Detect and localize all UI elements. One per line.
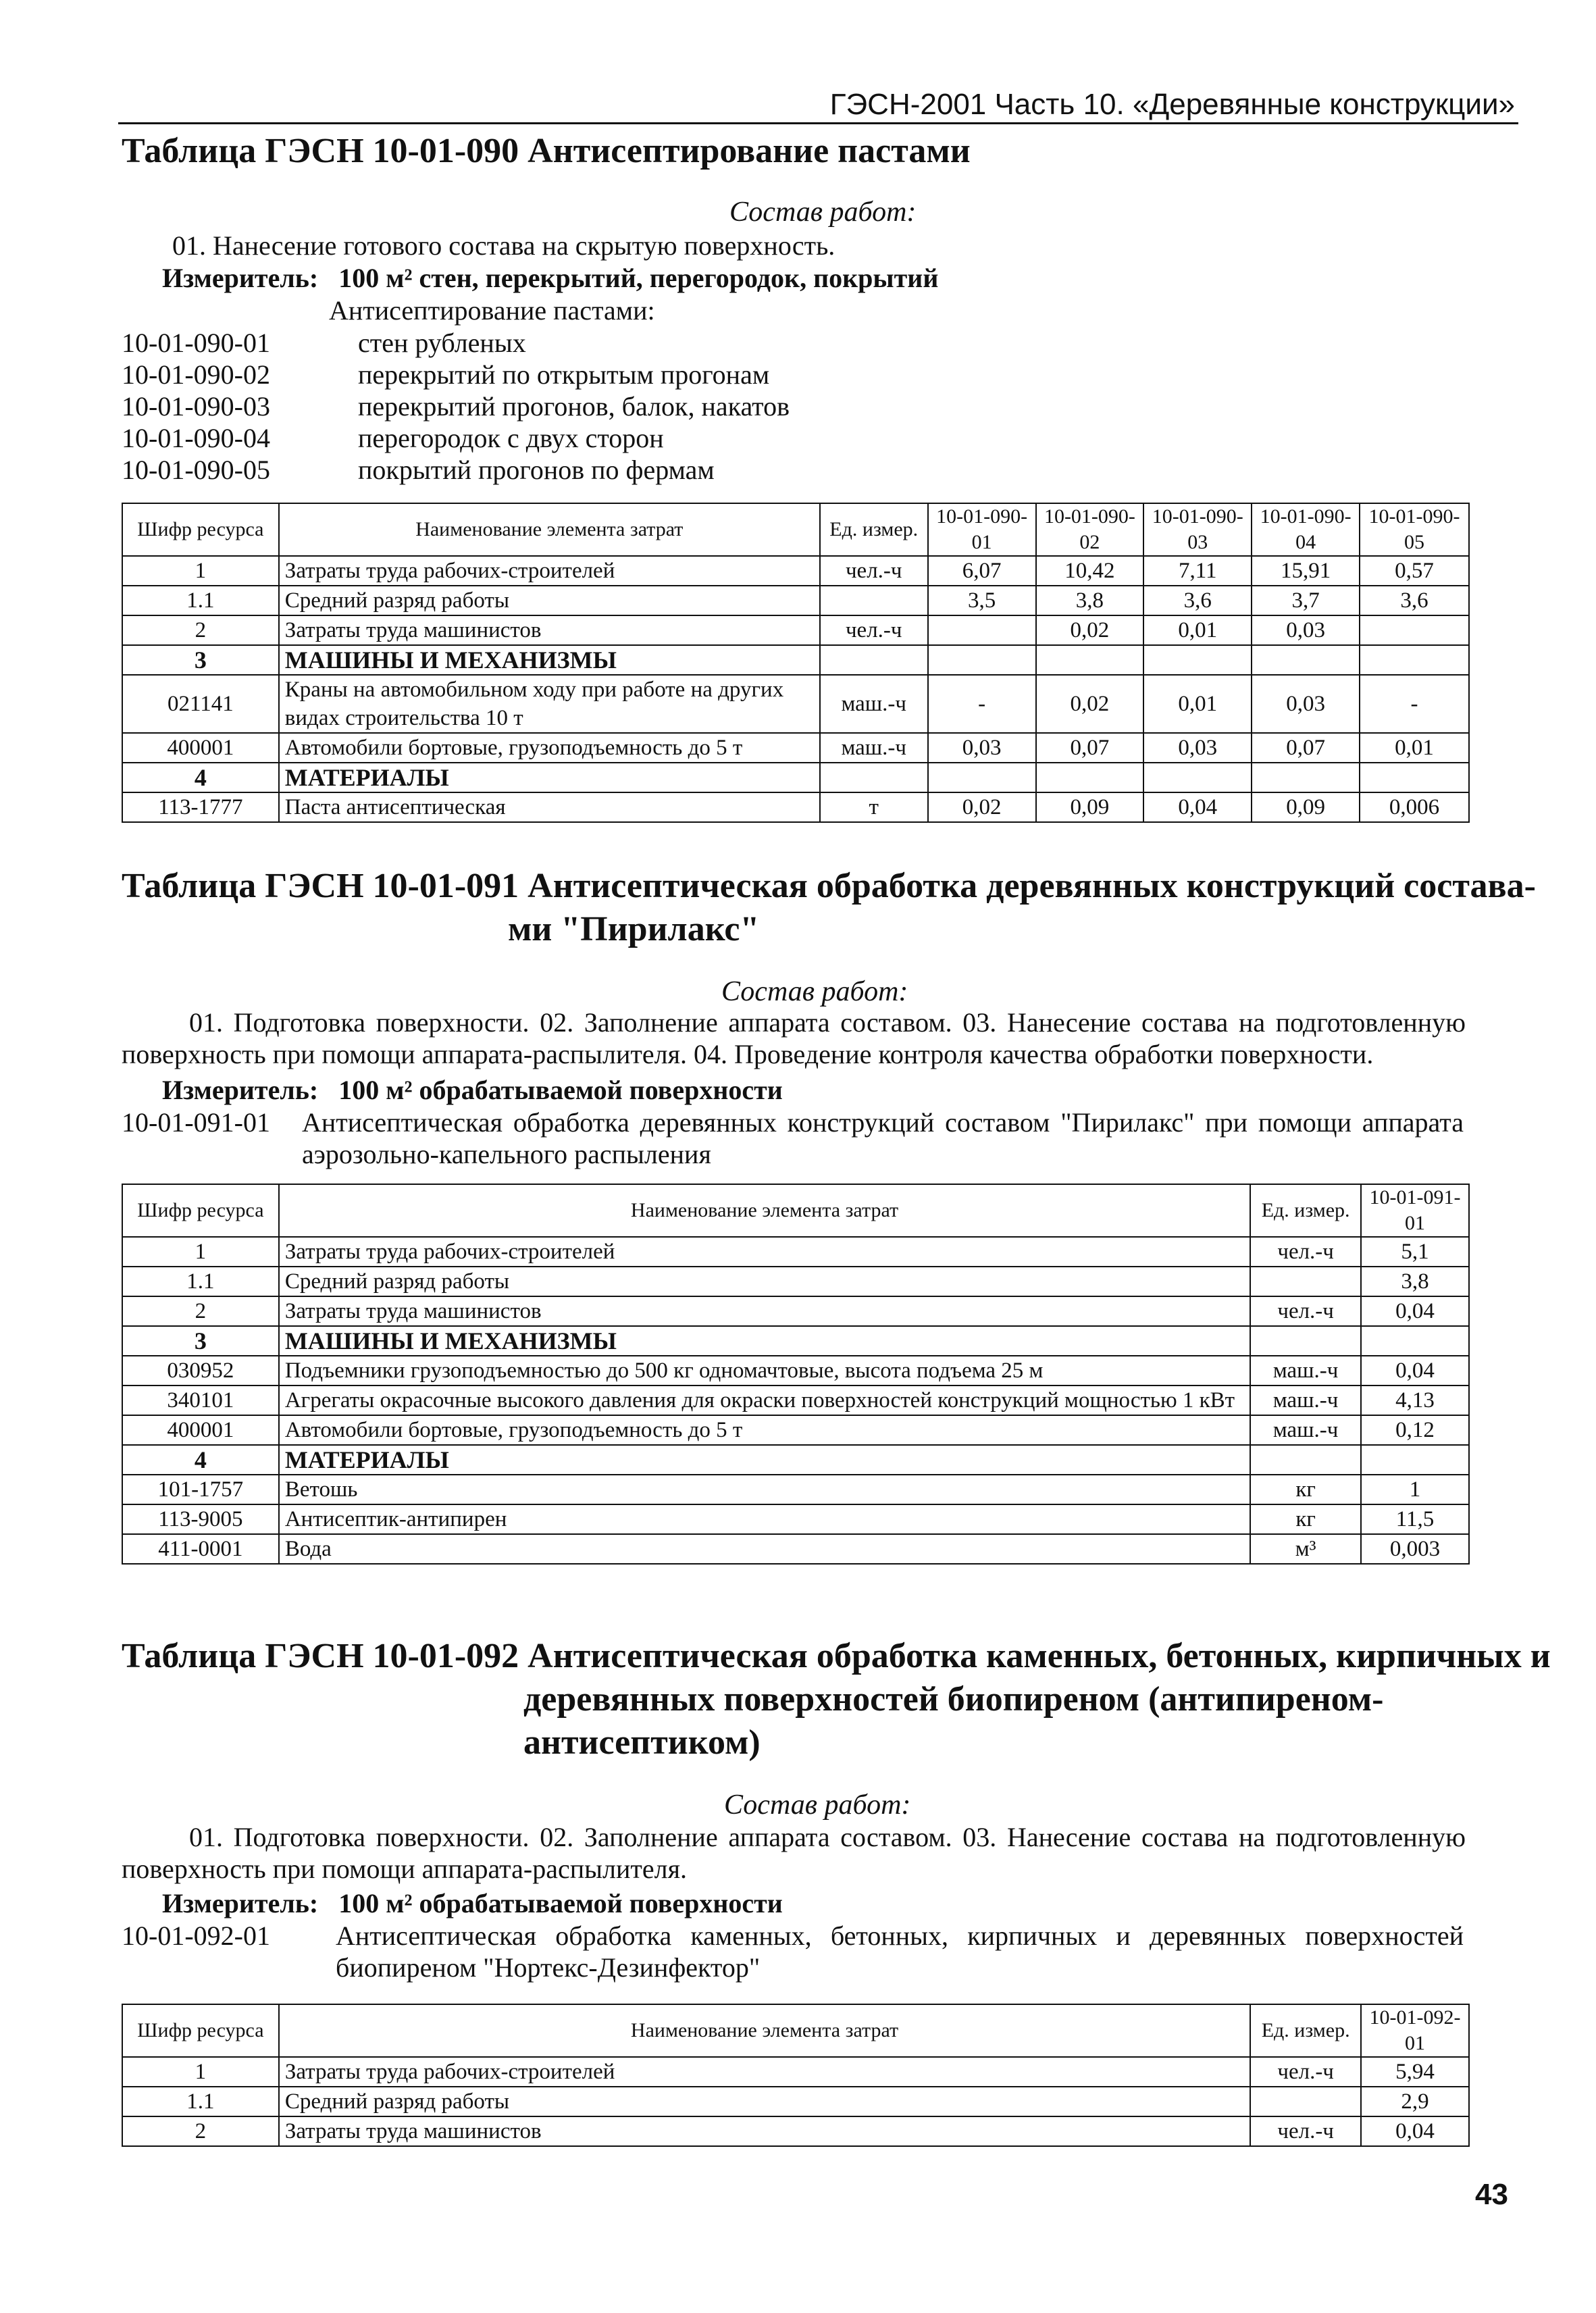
table-section-row bbox=[122, 763, 1469, 792]
code-desc: перекрытий по открытым прогонам bbox=[358, 359, 770, 390]
table-header-row bbox=[122, 2004, 1469, 2057]
col-header: 10-01-091-01 bbox=[1361, 1184, 1469, 1237]
table-row bbox=[122, 615, 1469, 645]
col-header: 10-01-092-01 bbox=[1361, 2004, 1469, 2057]
cell: 0,57 bbox=[1360, 556, 1469, 586]
cell: - bbox=[1360, 675, 1469, 733]
table-row bbox=[122, 2057, 1469, 2087]
cell: 3,6 bbox=[1360, 586, 1469, 615]
cell: 400001 bbox=[122, 1415, 279, 1445]
cell: 2 bbox=[122, 1296, 279, 1326]
table-090 bbox=[122, 503, 1470, 823]
cell: 0,03 bbox=[1252, 675, 1360, 733]
cell: 15,91 bbox=[1252, 556, 1360, 586]
table-092-work: 01. Подготовка поверхности. 02. Заполнение аппарата составом. 03. Нанесение состава на подготовленную поверхность при помощи аппарата-распылителя. bbox=[122, 1822, 1466, 1884]
cell: Средний разряд работы bbox=[279, 586, 820, 615]
table-section-row bbox=[122, 1326, 1469, 1356]
cell: Средний разряд работы bbox=[279, 2087, 1250, 2116]
code-row bbox=[122, 422, 790, 454]
table-090-group-label: Антисептирование пастами: bbox=[329, 295, 655, 326]
cell: 0,02 bbox=[1036, 615, 1144, 645]
code: 10-01-090-02 bbox=[122, 359, 270, 390]
cell: 0,03 bbox=[1252, 615, 1360, 645]
code: 10-01-090-03 bbox=[122, 391, 270, 422]
table-092 bbox=[122, 2004, 1470, 2147]
cell: 1 bbox=[1361, 1475, 1469, 1504]
cell: 3 bbox=[122, 1326, 279, 1356]
cell bbox=[820, 586, 928, 615]
code-desc: стен рубленых bbox=[358, 328, 526, 358]
meter-label: Измеритель: bbox=[162, 1075, 319, 1105]
cell: кг bbox=[1250, 1475, 1361, 1504]
cell: 1.1 bbox=[122, 1267, 279, 1296]
cell: 2 bbox=[122, 2116, 279, 2146]
table-row bbox=[122, 586, 1469, 615]
col-header: Шифр ресурса bbox=[122, 2004, 279, 2057]
meter-label: Измеритель: bbox=[162, 1888, 319, 1918]
cell bbox=[928, 615, 1036, 645]
cell: 0,01 bbox=[1360, 733, 1469, 763]
cell: 1 bbox=[122, 556, 279, 586]
cell: чел.-ч bbox=[820, 556, 928, 586]
cell: 113-1777 bbox=[122, 792, 279, 822]
section-label: МАТЕРИАЛЫ bbox=[279, 1445, 1250, 1475]
cell: 11,5 bbox=[1361, 1504, 1469, 1534]
table-091-code: 10-01-091-01 bbox=[122, 1107, 270, 1138]
table-row bbox=[122, 1534, 1469, 1564]
cell: 4,13 bbox=[1361, 1386, 1469, 1415]
cell: 113-9005 bbox=[122, 1504, 279, 1534]
cell: 0,04 bbox=[1361, 1296, 1469, 1326]
table-row bbox=[122, 2116, 1469, 2146]
table-090-sostav-label: Состав работ: bbox=[729, 197, 917, 228]
table-header-row bbox=[122, 1184, 1469, 1237]
code-row bbox=[122, 327, 790, 359]
cell: Затраты труда рабочих-строителей bbox=[279, 2057, 1250, 2087]
cell: 1.1 bbox=[122, 586, 279, 615]
table-row bbox=[122, 1267, 1469, 1296]
table-row bbox=[122, 1386, 1469, 1415]
table-090-title: Таблица ГЭСН 10-01-090 Антисептирование пастами bbox=[122, 132, 971, 170]
col-header: Наименование элемента затрат bbox=[279, 503, 820, 556]
cell: 3 bbox=[122, 645, 279, 675]
cell: Ветошь bbox=[279, 1475, 1250, 1504]
cell: 0,02 bbox=[928, 792, 1036, 822]
cell: Затраты труда машинистов bbox=[279, 1296, 1250, 1326]
meter-value: 100 м² стен, перекрытий, перегородок, покрытий bbox=[338, 263, 939, 293]
cell: 101-1757 bbox=[122, 1475, 279, 1504]
table-row bbox=[122, 1415, 1469, 1445]
cell: 4 bbox=[122, 1445, 279, 1475]
col-header: 10-01-090-02 bbox=[1036, 503, 1144, 556]
cell: чел.-ч bbox=[1250, 2057, 1361, 2087]
cell: 0,006 bbox=[1360, 792, 1469, 822]
cell: 400001 bbox=[122, 733, 279, 763]
section-label: МАШИНЫ И МЕХАНИЗМЫ bbox=[279, 645, 820, 675]
header-rule bbox=[118, 122, 1518, 124]
cell: 030952 bbox=[122, 1356, 279, 1386]
col-header: 10-01-090-04 bbox=[1252, 503, 1360, 556]
cell: 3,6 bbox=[1143, 586, 1252, 615]
meter-value: 100 м² обрабатываемой поверхности bbox=[338, 1888, 783, 1918]
code-desc: покрытий прогонов по фермам bbox=[358, 455, 715, 485]
cell: 5,1 bbox=[1361, 1237, 1469, 1267]
table-091-work: 01. Подготовка поверхности. 02. Заполнение аппарата составом. 03. Нанесение состава на подготовленную поверхность при помощи аппарата-распылителя. 04. Проведение контроля качества обработки поверхности. bbox=[122, 1007, 1466, 1069]
cell: Затраты труда рабочих-строителей bbox=[279, 1237, 1250, 1267]
code: 10-01-090-04 bbox=[122, 423, 270, 453]
cell: Затраты труда машинистов bbox=[279, 2116, 1250, 2146]
code-desc: перекрытий прогонов, балок, накатов bbox=[358, 391, 790, 422]
table-092-code: 10-01-092-01 bbox=[122, 1921, 270, 1951]
meter-label: Измеритель: bbox=[162, 263, 319, 293]
cell: 1.1 bbox=[122, 2087, 279, 2116]
code-row bbox=[122, 390, 790, 422]
table-091-sostav-label: Состав работ: bbox=[721, 976, 908, 1007]
cell: т bbox=[820, 792, 928, 822]
cell: Краны на автомобильном ходу при работе на других видах строительства 10 т bbox=[279, 675, 820, 733]
cell: маш.-ч bbox=[1250, 1356, 1361, 1386]
cell: Антисептик-антипирен bbox=[279, 1504, 1250, 1534]
table-row bbox=[122, 792, 1469, 822]
cell: Вода bbox=[279, 1534, 1250, 1564]
cell: чел.-ч bbox=[1250, 1296, 1361, 1326]
table-092-title-line3: антисептиком) bbox=[523, 1723, 761, 1762]
cell: 0,04 bbox=[1361, 2116, 1469, 2146]
cell: Затраты труда машинистов bbox=[279, 615, 820, 645]
cell: 340101 bbox=[122, 1386, 279, 1415]
cell: 5,94 bbox=[1361, 2057, 1469, 2087]
cell: 0,01 bbox=[1143, 615, 1252, 645]
page-number: 43 bbox=[1475, 2178, 1508, 2211]
table-091 bbox=[122, 1184, 1470, 1565]
table-092-title-line1: Таблица ГЭСН 10-01-092 Антисептическая обработка каменных, бетонных, кирпичных и bbox=[122, 1637, 1551, 1675]
cell: - bbox=[928, 675, 1036, 733]
cell: 2,9 bbox=[1361, 2087, 1469, 2116]
cell: 0,01 bbox=[1143, 675, 1252, 733]
cell: 0,04 bbox=[1143, 792, 1252, 822]
cell: кг bbox=[1250, 1504, 1361, 1534]
cell: 10,42 bbox=[1036, 556, 1144, 586]
cell: 0,07 bbox=[1252, 733, 1360, 763]
table-091-code-desc: Антисептическая обработка деревянных конструкций составом "Пирилакс" при помощи аппарата аэрозольно-капельного распыления bbox=[302, 1107, 1464, 1169]
cell: 411-0001 bbox=[122, 1534, 279, 1564]
cell bbox=[1360, 615, 1469, 645]
cell: чел.-ч bbox=[1250, 1237, 1361, 1267]
cell: 0,03 bbox=[928, 733, 1036, 763]
cell: 0,12 bbox=[1361, 1415, 1469, 1445]
table-section-row bbox=[122, 645, 1469, 675]
col-header: 10-01-090-05 bbox=[1360, 503, 1469, 556]
table-header-row bbox=[122, 503, 1469, 556]
cell: 6,07 bbox=[928, 556, 1036, 586]
cell: 3,8 bbox=[1361, 1267, 1469, 1296]
table-row bbox=[122, 1504, 1469, 1534]
cell: 2 bbox=[122, 615, 279, 645]
col-header: Шифр ресурса bbox=[122, 503, 279, 556]
table-090-code-list bbox=[122, 327, 790, 486]
table-091-title-line2: ми "Пирилакс" bbox=[508, 910, 760, 948]
cell: Подъемники грузоподъемностью до 500 кг одномачтовые, высота подъема 25 м bbox=[279, 1356, 1250, 1386]
cell: маш.-ч bbox=[820, 733, 928, 763]
table-row bbox=[122, 2087, 1469, 2116]
col-header: 10-01-090-01 bbox=[928, 503, 1036, 556]
cell: м³ bbox=[1250, 1534, 1361, 1564]
col-header: Ед. измер. bbox=[1250, 1184, 1361, 1237]
table-row bbox=[122, 1237, 1469, 1267]
cell: 021141 bbox=[122, 675, 279, 733]
table-090-meter bbox=[162, 262, 938, 294]
col-header: Наименование элемента затрат bbox=[279, 1184, 1250, 1237]
col-header: Наименование элемента затрат bbox=[279, 2004, 1250, 2057]
table-row bbox=[122, 1475, 1469, 1504]
running-header: ГЭСН-2001 Часть 10. «Деревянные конструкции» bbox=[829, 88, 1515, 121]
code-row bbox=[122, 359, 790, 390]
col-header: 10-01-090-03 bbox=[1143, 503, 1252, 556]
code-desc: перегородок с двух сторон bbox=[358, 423, 664, 453]
cell: 7,11 bbox=[1143, 556, 1252, 586]
cell: 0,09 bbox=[1036, 792, 1144, 822]
cell: чел.-ч bbox=[1250, 2116, 1361, 2146]
cell: 3,8 bbox=[1036, 586, 1144, 615]
table-row bbox=[122, 675, 1469, 733]
cell: Паста антисептическая bbox=[279, 792, 820, 822]
code: 10-01-090-05 bbox=[122, 455, 270, 485]
code: 10-01-090-01 bbox=[122, 328, 270, 358]
cell: Автомобили бортовые, грузоподъемность до 5 т bbox=[279, 1415, 1250, 1445]
cell bbox=[1250, 2087, 1361, 2116]
col-header: Шифр ресурса bbox=[122, 1184, 279, 1237]
table-090-work: 01. Нанесение готового состава на скрытую поверхность. bbox=[172, 230, 835, 261]
cell: маш.-ч bbox=[1250, 1386, 1361, 1415]
table-092-meter bbox=[162, 1887, 783, 1919]
cell: Затраты труда рабочих-строителей bbox=[279, 556, 820, 586]
cell: 1 bbox=[122, 2057, 279, 2087]
cell: чел.-ч bbox=[820, 615, 928, 645]
col-header: Ед. измер. bbox=[820, 503, 928, 556]
cell: 0,04 bbox=[1361, 1356, 1469, 1386]
table-row bbox=[122, 733, 1469, 763]
cell: 0,003 bbox=[1361, 1534, 1469, 1564]
section-label: МАТЕРИАЛЫ bbox=[279, 763, 820, 792]
meter-value: 100 м² обрабатываемой поверхности bbox=[338, 1075, 783, 1105]
cell: Агрегаты окрасочные высокого давления для окраски поверхностей конструкций мощностью 1 кВт bbox=[279, 1386, 1250, 1415]
cell: маш.-ч bbox=[1250, 1415, 1361, 1445]
table-092-sostav-label: Состав работ: bbox=[724, 1789, 911, 1821]
table-092-title-line2: деревянных поверхностей биопиреном (антипиреном- bbox=[523, 1680, 1384, 1719]
cell: 4 bbox=[122, 763, 279, 792]
table-092-code-desc: Антисептическая обработка каменных, бетонных, кирпичных и деревянных поверхностей биопиреном "Нортекс-Дезинфектор" bbox=[336, 1921, 1464, 1983]
cell: Автомобили бортовые, грузоподъемность до 5 т bbox=[279, 733, 820, 763]
cell bbox=[1250, 1267, 1361, 1296]
cell: 3,7 bbox=[1252, 586, 1360, 615]
col-header: Ед. измер. bbox=[1250, 2004, 1361, 2057]
cell: 0,09 bbox=[1252, 792, 1360, 822]
cell: 3,5 bbox=[928, 586, 1036, 615]
section-label: МАШИНЫ И МЕХАНИЗМЫ bbox=[279, 1326, 1250, 1356]
table-091-meter bbox=[162, 1074, 783, 1106]
cell: 0,03 bbox=[1143, 733, 1252, 763]
cell: Средний разряд работы bbox=[279, 1267, 1250, 1296]
code-row bbox=[122, 454, 790, 486]
cell: маш.-ч bbox=[820, 675, 928, 733]
table-row bbox=[122, 1296, 1469, 1326]
cell: 1 bbox=[122, 1237, 279, 1267]
table-section-row bbox=[122, 1445, 1469, 1475]
table-row bbox=[122, 1356, 1469, 1386]
table-091-title-line1: Таблица ГЭСН 10-01-091 Антисептическая обработка деревянных конструкций состава- bbox=[122, 867, 1536, 905]
table-row bbox=[122, 556, 1469, 586]
cell: 0,02 bbox=[1036, 675, 1144, 733]
cell: 0,07 bbox=[1036, 733, 1144, 763]
